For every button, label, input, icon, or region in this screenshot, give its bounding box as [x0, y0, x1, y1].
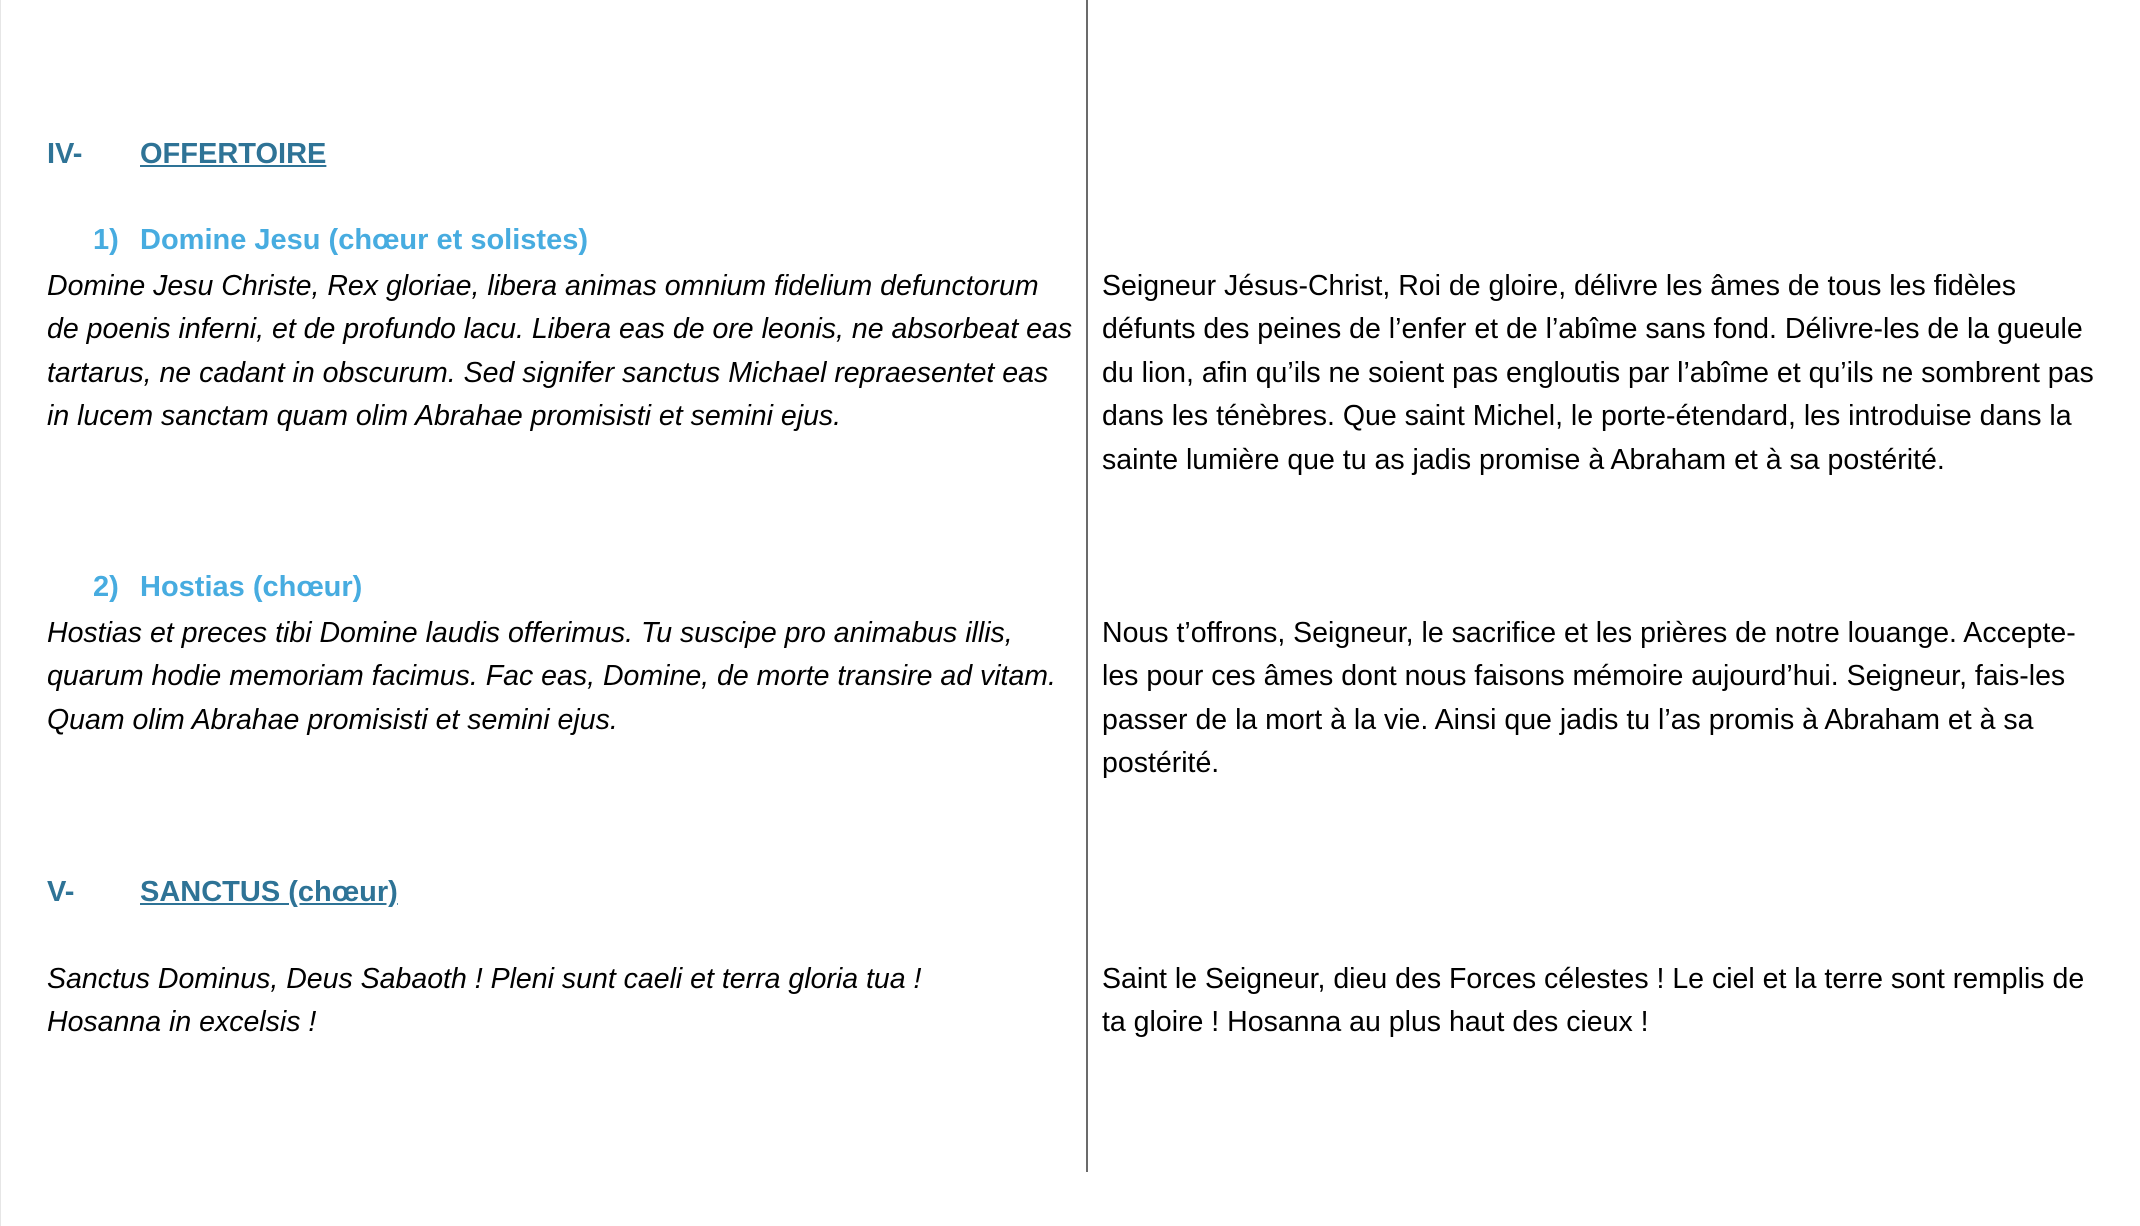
subheading-number: 2)	[93, 571, 119, 603]
column-divider	[1086, 0, 1088, 1172]
latin-text-sanctus: Sanctus Dominus, Deus Sabaoth ! Pleni sunt caeli et terra gloria tua ! Hosanna in excelsis !	[47, 963, 922, 1039]
section-heading-sanctus	[47, 876, 398, 909]
section-number: IV-	[47, 138, 83, 170]
section-heading-offertoire	[47, 138, 326, 171]
section-title: OFFERTOIRE	[140, 138, 327, 170]
french-text-hostias: Nous t’offrons, Seigneur, le sacrifice et les prières de notre louange. Accepte-les pour ces âmes dont nous faisons mémoire aujourd’hui. Seigneur, fais-les passer de la mort à la vie. Ainsi que jadis tu l’as promis à Abraham et à sa postérité.	[1102, 617, 2076, 780]
subheading-domine-jesu	[93, 224, 588, 257]
latin-text-hostias: Hostias et preces tibi Domine laudis offerimus. Tu suscipe pro animabus illis, quarum hodie memoriam facimus. Fac eas, Domine, de morte transire ad vitam. Quam olim Abrahae promisisti et semini ejus.	[47, 617, 1056, 736]
subheading-title: Domine Jesu (chœur et solistes)	[140, 224, 588, 256]
french-text-domine-jesu: Seigneur Jésus-Christ, Roi de gloire, délivre les âmes de tous les fidèles défunts des peines de l’enfer et de l’abîme sans fond. Délivre-les de la gueule du lion, afin qu’ils ne soient pas engloutis par l’abîme et qu’ils ne sombrent pas dans les ténèbres. Que saint Michel, le porte-étendard, les introduise dans la sainte lumière que tu as jadis promise à Abraham et à sa postérité.	[1102, 270, 2094, 476]
subheading-hostias	[93, 571, 362, 604]
section-number: V-	[47, 876, 75, 908]
page-edge	[0, 0, 1, 1226]
subheading-number: 1)	[93, 224, 119, 256]
latin-text-domine-jesu: Domine Jesu Christe, Rex gloriae, libera animas omnium fidelium defunctorum de poenis inferni, et de profundo lacu. Libera eas de ore leonis, ne absorbeat eas tartarus, ne cadant in obscurum. Sed signifer sanctus Michael repraesentet eas in lucem sanctam quam olim Abrahae promisisti et semini ejus.	[47, 270, 1073, 433]
section-title: SANCTUS (chœur)	[140, 876, 398, 908]
subheading-title: Hostias (chœur)	[140, 571, 363, 603]
french-text-sanctus: Saint le Seigneur, dieu des Forces célestes ! Le ciel et la terre sont remplis de ta gloire ! Hosanna au plus haut des cieux !	[1102, 963, 2085, 1039]
